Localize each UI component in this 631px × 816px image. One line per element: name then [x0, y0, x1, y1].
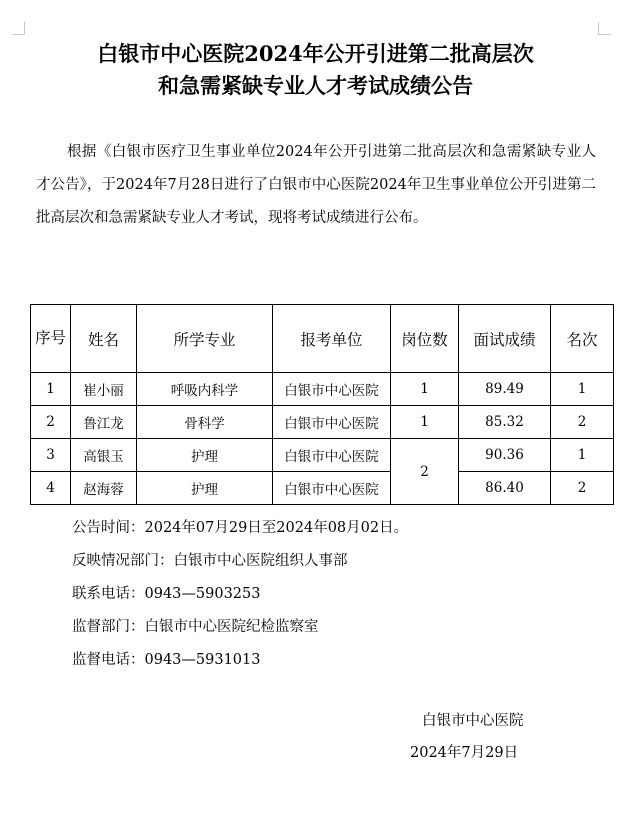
contact-phone: 联系电话：0943—5903253 — [72, 586, 261, 602]
cell-score: 90.36 — [459, 439, 551, 472]
table-header-row — [31, 305, 614, 373]
cell-positions-merged: 2 — [391, 439, 459, 505]
cell-index: 3 — [31, 439, 71, 472]
cell-unit: 白银市中心医院 — [273, 406, 391, 439]
cell-major: 骨科学 — [137, 406, 273, 439]
supervision-phone: 监督电话：0943—5931013 — [72, 652, 261, 668]
cell-score: 86.40 — [459, 472, 551, 505]
cell-index: 4 — [31, 472, 71, 505]
cell-index: 1 — [31, 373, 71, 406]
table-row — [31, 406, 614, 439]
cell-name: 鲁江龙 — [71, 406, 137, 439]
cell-major: 呼吸内科学 — [137, 373, 273, 406]
cell-rank: 2 — [551, 406, 614, 439]
title-line-2: 和急需紧缺专业人才考试成绩公告 — [158, 73, 473, 98]
intro-paragraph: 根据《白银市医疗卫生事业单位2024年公开引进第二批高层次和急需紧缺专业人才公告》，于2024年7月28日进行了白银市中心医院2024年卫生事业单位公开引进第二批高层次和急需紧缺专业人才考试，现将考试成绩进行公布。 — [36, 144, 596, 226]
score-table — [30, 304, 614, 505]
table-row — [31, 373, 614, 406]
cell-rank: 1 — [551, 373, 614, 406]
cell-score: 85.32 — [459, 406, 551, 439]
cell-positions: 1 — [391, 406, 459, 439]
header-unit: 报考单位 — [273, 305, 391, 373]
header-score: 面试成绩 — [459, 305, 551, 373]
cell-unit: 白银市中心医院 — [273, 439, 391, 472]
header-rank: 名次 — [551, 305, 614, 373]
page-corner-mark-top-left — [12, 22, 25, 35]
table-row — [31, 472, 614, 505]
cell-name: 高银玉 — [71, 439, 137, 472]
cell-unit: 白银市中心医院 — [273, 373, 391, 406]
header-index: 序号 — [31, 305, 71, 373]
cell-index: 2 — [31, 406, 71, 439]
cell-rank: 1 — [551, 439, 614, 472]
page-corner-mark-top-right — [598, 22, 611, 35]
header-positions: 岗位数 — [391, 305, 459, 373]
header-major: 所学专业 — [137, 305, 273, 373]
cell-major: 护理 — [137, 472, 273, 505]
title-line-1: 白银市中心医院2024年公开引进第二批高层次 — [97, 41, 534, 66]
supervision-department: 监督部门：白银市中心医院纪检监察室 — [72, 619, 319, 635]
cell-positions: 1 — [391, 373, 459, 406]
cell-rank: 2 — [551, 472, 614, 505]
cell-score: 89.49 — [459, 373, 551, 406]
header-name: 姓名 — [71, 305, 137, 373]
signature-date: 2024年7月29日 — [410, 745, 519, 761]
table-row — [31, 439, 614, 472]
signature-organization: 白银市中心医院 — [422, 713, 524, 729]
feedback-department: 反映情况部门：白银市中心医院组织人事部 — [72, 553, 348, 569]
cell-name: 赵海蓉 — [71, 472, 137, 505]
cell-major: 护理 — [137, 439, 273, 472]
notice-time: 公告时间：2024年07月29日至2024年08月02日。 — [72, 520, 409, 536]
cell-name: 崔小丽 — [71, 373, 137, 406]
cell-unit: 白银市中心医院 — [273, 472, 391, 505]
